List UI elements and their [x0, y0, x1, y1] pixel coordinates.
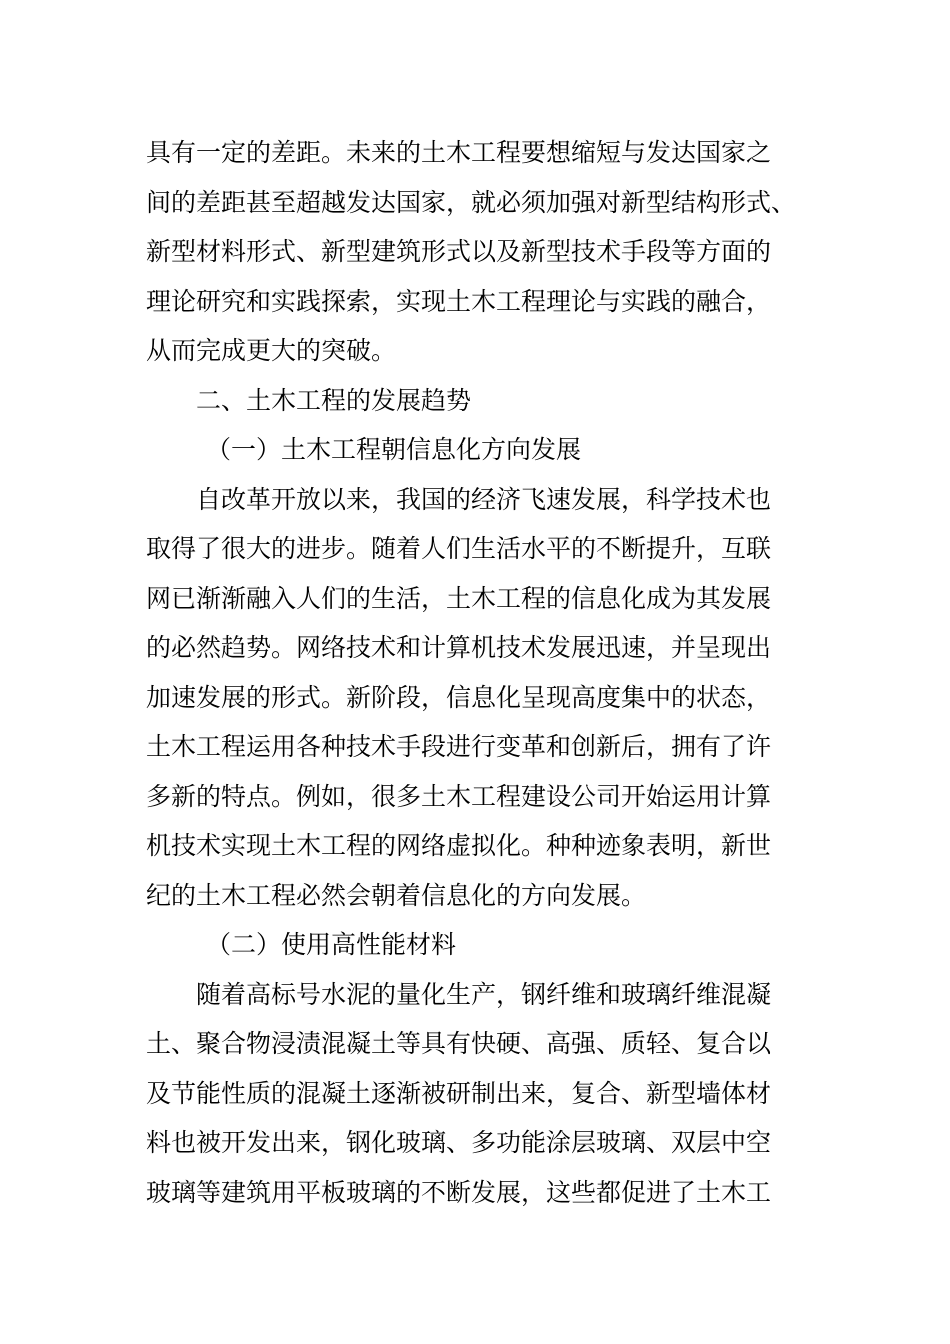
document-body [146, 128, 798, 1217]
paragraph-line: 玻璃等建筑用平板玻璃的不断发展，这些都促进了土木工 [146, 1177, 772, 1207]
section-heading: 二、土木工程的发展趋势 [196, 385, 472, 415]
paragraph-line: 料也被开发出来，钢化玻璃、多功能涂层玻璃、双层中空 [146, 1128, 772, 1157]
paragraph-line: 随着高标号水泥的量化生产，钢纤维和玻璃纤维混凝 [196, 979, 772, 1009]
paragraph-line: 取得了很大的进步。随着人们生活水平的不断提升，互联 [146, 534, 772, 563]
paragraph-line: 间的差距甚至超越发达国家，就必须加强对新型结构形式、 [146, 187, 797, 217]
paragraph-line: 纪的土木工程必然会朝着信息化的方向发展。 [146, 880, 647, 910]
paragraph-line: 从而完成更大的突破。 [146, 336, 397, 365]
subsection-heading: （一）土木工程朝信息化方向发展 [206, 435, 582, 464]
paragraph-line: 网已渐渐融入人们的生活，土木工程的信息化成为其发展 [146, 583, 772, 613]
paragraph-line: 土、聚合物浸渍混凝土等具有快硬、高强、质轻、复合以 [146, 1029, 772, 1058]
paragraph-line: 的必然趋势。网络技术和计算机技术发展迅速，并呈现出 [146, 633, 772, 662]
paragraph-line: 及节能性质的混凝土逐渐被研制出来，复合、新型墙体材 [146, 1078, 772, 1108]
paragraph-line: 土木工程运用各种技术手段进行变革和创新后，拥有了许 [146, 732, 772, 761]
paragraph-line: 理论研究和实践探索，实现土木工程理论与实践的融合， [146, 286, 772, 316]
paragraph-line: 新型材料形式、新型建筑形式以及新型技术手段等方面的 [146, 237, 772, 266]
paragraph-line: 加速发展的形式。新阶段，信息化呈现高度集中的状态， [146, 682, 772, 712]
paragraph-line: 具有一定的差距。未来的土木工程要想缩短与发达国家之 [146, 138, 772, 167]
subsection-heading: （二）使用高性能材料 [206, 930, 457, 959]
paragraph-line: 自改革开放以来，我国的经济飞速发展，科学技术也 [196, 484, 772, 514]
paragraph-line: 机技术实现土木工程的网络虚拟化。种种迹象表明，新世 [146, 831, 772, 860]
paragraph-line: 多新的特点。例如，很多土木工程建设公司开始运用计算 [146, 781, 772, 811]
